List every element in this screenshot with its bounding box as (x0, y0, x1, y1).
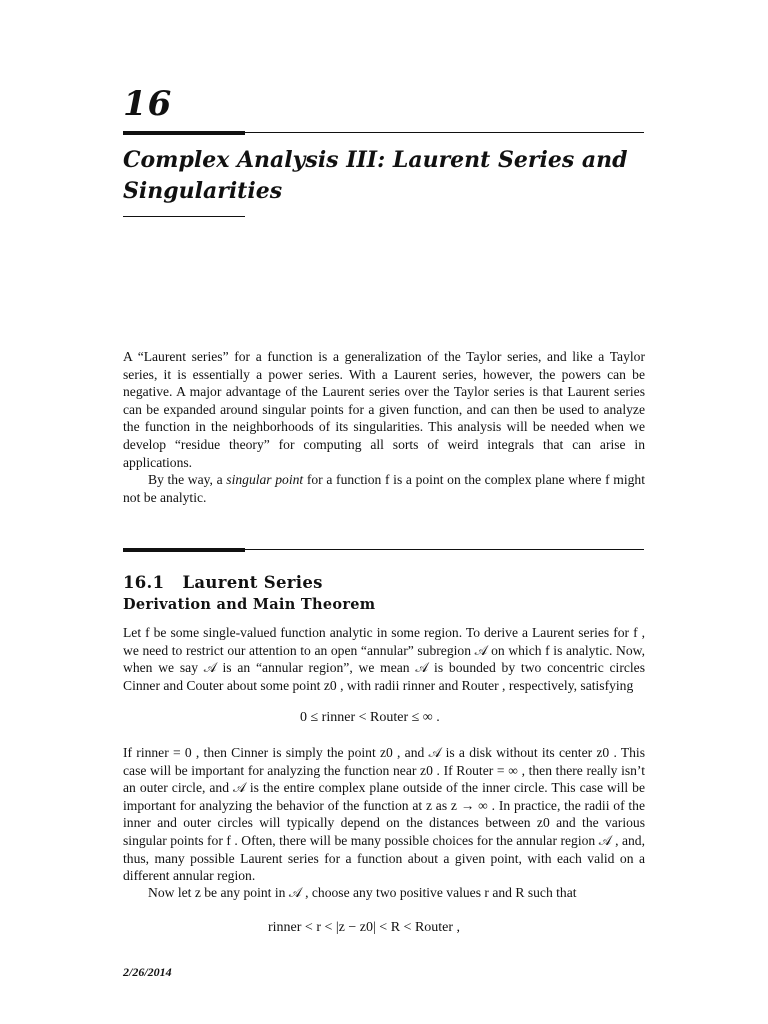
intro-paragraph-2 (123, 471, 645, 506)
equation-radii-inequality: 0 ≤ rinner < Router ≤ ∞ . (300, 710, 440, 725)
body-paragraph-3: Now let z be any point in 𝒜 , choose any two positive values r and R such that (148, 885, 577, 900)
section-heading (123, 573, 323, 592)
emphasis-singular-point: singular point (226, 472, 304, 488)
intro-text (123, 348, 645, 506)
body-paragraph-1: Let f be some single-valued function analytic in some region. To derive a Laurent series for f , we need to restrict our attention to an open “annular” subregion 𝒜 on which f is analytic. Now, when we say 𝒜 is an “annular region”, we mean 𝒜 is bounded by two concentric circles Cinner and Couter about some point z0 , with radii rinner and Router , respectively, satisfying (123, 625, 645, 693)
body-paragraph-2: If rinner = 0 , then Cinner is simply the point z0 , and 𝒜 is a disk without its center z0 . This case will be important for analyzing the function near z0 . If Router = ∞ , then there really isn’t an outer circle, and 𝒜 is the entire complex plane outside of the inner circle. This case will be important for analyzing the behavior of the function at z as z → ∞ . In practice, the radii of the inner and outer circles will typically depend on the distances between z0 and the various singular points for f . Often, there will be many possible choices for the annular region 𝒜 , and, thus, many possible Laurent series for a function about a given point, with each valid on a different annular region. (123, 745, 645, 884)
intro-p2-start: By the way, a (148, 472, 227, 488)
intro-paragraph-1: A “Laurent series” for a function is a generalization of the Taylor series, and like a Taylor series, it is essentially a power series. With a Laurent series, however, the powers can be negative. A major advantage of the Laurent series over the Taylor series is that Laurent series can be expanded around singular points for a given function, and can then be used to analyze the function in the neighborhoods of its singularities. This analysis will be needed when we develop “residue theory” for computing all sorts of weird integrals that can arise in applications. (123, 349, 645, 470)
section-title: Laurent Series (182, 573, 323, 592)
subsection-heading: Derivation and Main Theorem (123, 596, 376, 613)
equation-annulus-condition: rinner < r < |z − z0| < R < Router , (268, 920, 461, 935)
chapter-number: 16 (123, 84, 173, 124)
section-rule-accent (123, 548, 245, 552)
footer-date: 2/26/2014 (123, 965, 172, 979)
chapter-title-underline (123, 216, 245, 217)
chapter-header-rule-accent (123, 131, 245, 135)
chapter-title: Complex Analysis III: Laurent Series and Singularities (123, 147, 628, 204)
section-number: 16.1 (123, 573, 165, 592)
intro-p2-end: for a function f is a point on the complex plane where f might not be analytic. (123, 472, 645, 505)
